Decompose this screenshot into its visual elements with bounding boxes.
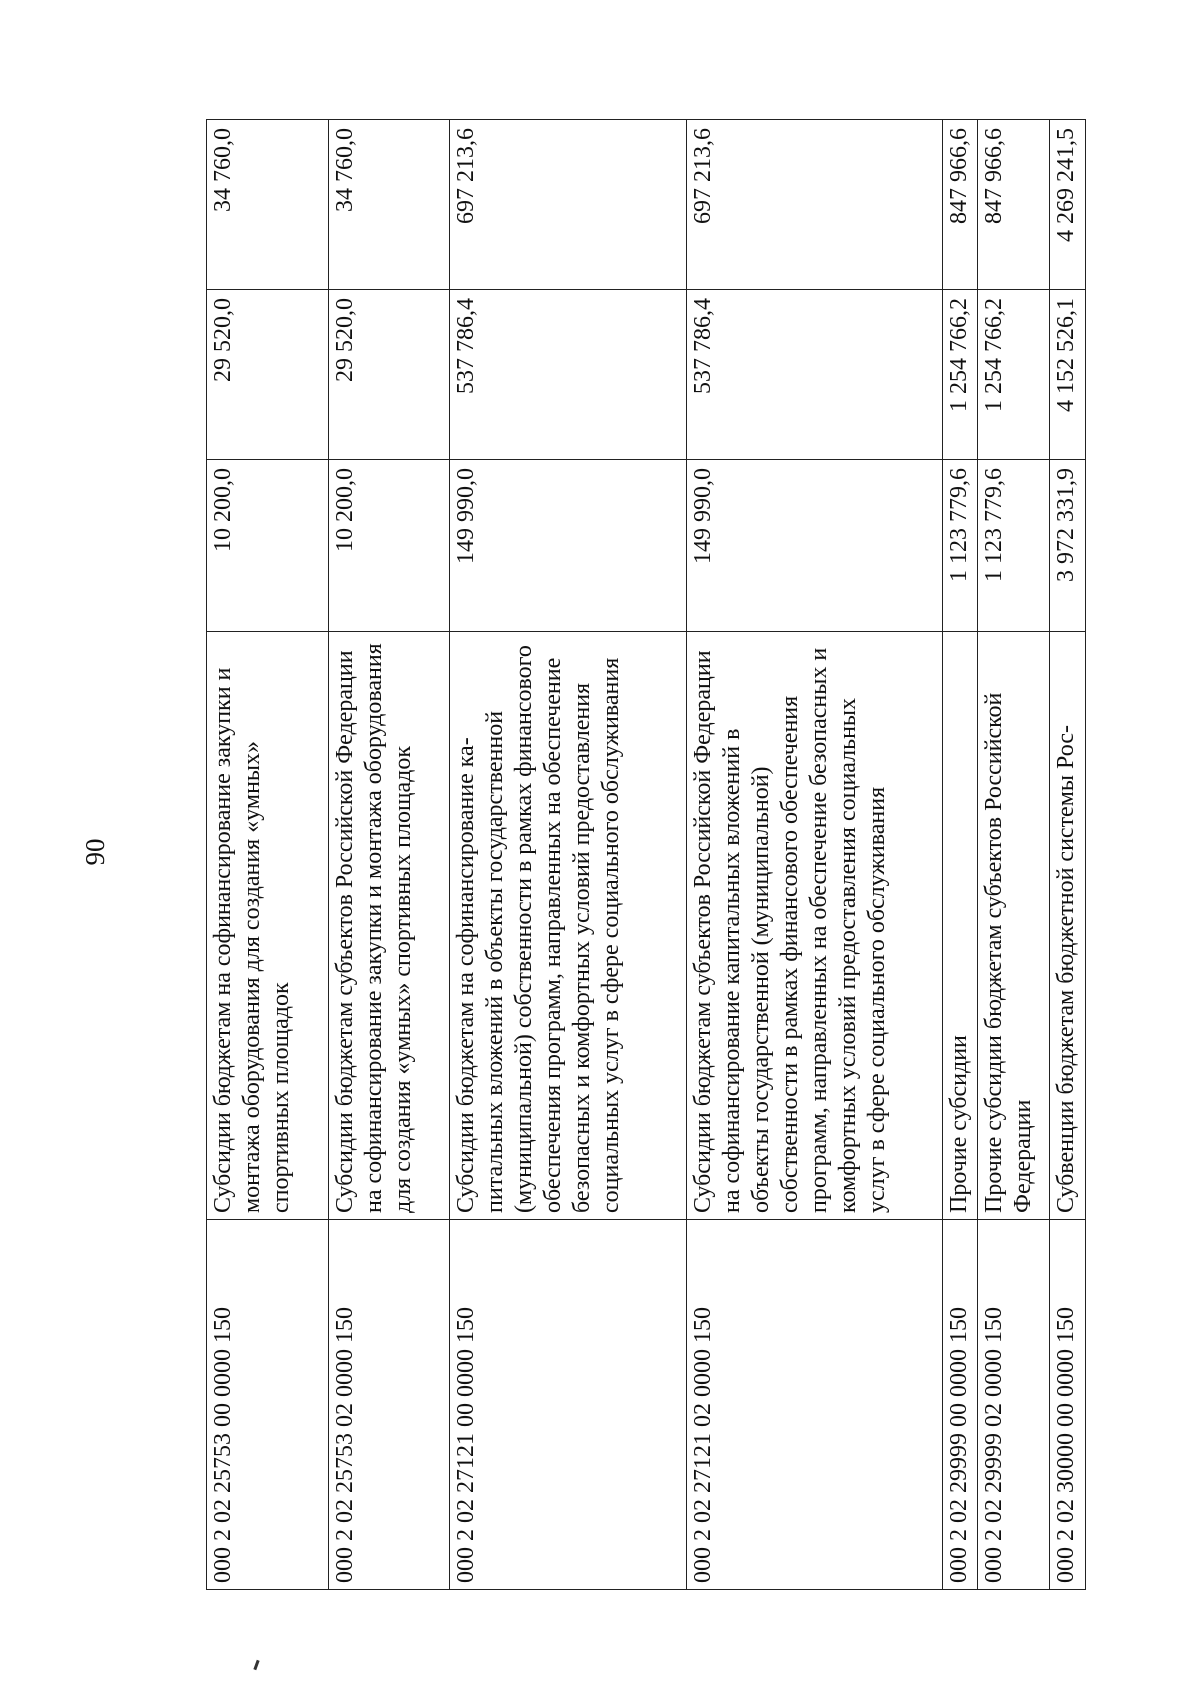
- scan-mark: [253, 1660, 259, 1670]
- amount-year-3: 34 760,0: [207, 120, 329, 290]
- classification-code: 000 2 02 25753 00 0000 150: [207, 1220, 329, 1590]
- amount-year-1: 149 990,0: [450, 460, 687, 632]
- table-row: [977, 120, 1049, 1590]
- amount-year-1: 1 123 779,6: [977, 460, 1049, 632]
- classification-code: 000 2 02 25753 02 0000 150: [328, 1220, 450, 1590]
- amount-year-3: 847 966,6: [977, 120, 1049, 290]
- classification-code: 000 2 02 29999 02 0000 150: [977, 1220, 1049, 1590]
- table-row: [328, 120, 450, 1590]
- page-number: 90: [80, 838, 110, 866]
- revenue-name: Субсидии бюджетам на софинансирование закупки и монтажа оборудования для создания «умных» спортивных площадок: [207, 632, 329, 1220]
- amount-year-1: 10 200,0: [207, 460, 329, 632]
- budget-table: [206, 119, 1086, 1590]
- table-row: [1050, 120, 1086, 1590]
- amount-year-1: 149 990,0: [687, 460, 943, 632]
- revenue-name: Субвенции бюджетам бюджетной системы Рос-: [1050, 632, 1086, 1220]
- amount-year-3: 847 966,6: [943, 120, 978, 290]
- classification-code: 000 2 02 27121 02 0000 150: [687, 1220, 943, 1590]
- table-row: [943, 120, 978, 1590]
- revenue-name: Субсидии бюджетам субъектов Российской Федерации на софинансирование закупки и монтажа оборудования для создания «умных» спортивных площадок: [328, 632, 450, 1220]
- amount-year-1: 10 200,0: [328, 460, 450, 632]
- amount-year-2: 1 254 766,2: [977, 290, 1049, 460]
- amount-year-1: 1 123 779,6: [943, 460, 978, 632]
- table-row: [450, 120, 687, 1590]
- revenue-name: Прочие субсидии: [943, 632, 978, 1220]
- amount-year-3: 697 213,6: [687, 120, 943, 290]
- amount-year-3: 4 269 241,5: [1050, 120, 1086, 290]
- classification-code: 000 2 02 29999 00 0000 150: [943, 1220, 978, 1590]
- amount-year-3: 34 760,0: [328, 120, 450, 290]
- classification-code: 000 2 02 27121 00 0000 150: [450, 1220, 687, 1590]
- amount-year-2: 4 152 526,1: [1050, 290, 1086, 460]
- revenue-name: Прочие субсидии бюджетам субъектов Российской Федерации: [977, 632, 1049, 1220]
- revenue-name: Субсидии бюджетам субъектов Российской Федерации на софинансирование капитальных вложений в объекты государственной (муниципальной) собственности в рамках финансового обеспечения программ, направленных на обеспечение безопасных и комфортных условий предоставления социальных услуг в сфере социального обслуживания: [687, 632, 943, 1220]
- budget-table-container: [206, 120, 1086, 1590]
- amount-year-2: 29 520,0: [328, 290, 450, 460]
- amount-year-2: 537 786,4: [450, 290, 687, 460]
- amount-year-2: 1 254 766,2: [943, 290, 978, 460]
- amount-year-1: 3 972 331,9: [1050, 460, 1086, 632]
- amount-year-2: 29 520,0: [207, 290, 329, 460]
- table-row: [207, 120, 329, 1590]
- amount-year-3: 697 213,6: [450, 120, 687, 290]
- table-row: [687, 120, 943, 1590]
- classification-code: 000 2 02 30000 00 0000 150: [1050, 1220, 1086, 1590]
- amount-year-2: 537 786,4: [687, 290, 943, 460]
- revenue-name: Субсидии бюджетам на софинансирование капитальных вложений в объекты государственной (муниципальной) собственности в рамках финансового обеспечения программ, направленных на обеспечение безопасных и комфортных условий предоставления социальных услуг в сфере социального обслуживания: [450, 632, 687, 1220]
